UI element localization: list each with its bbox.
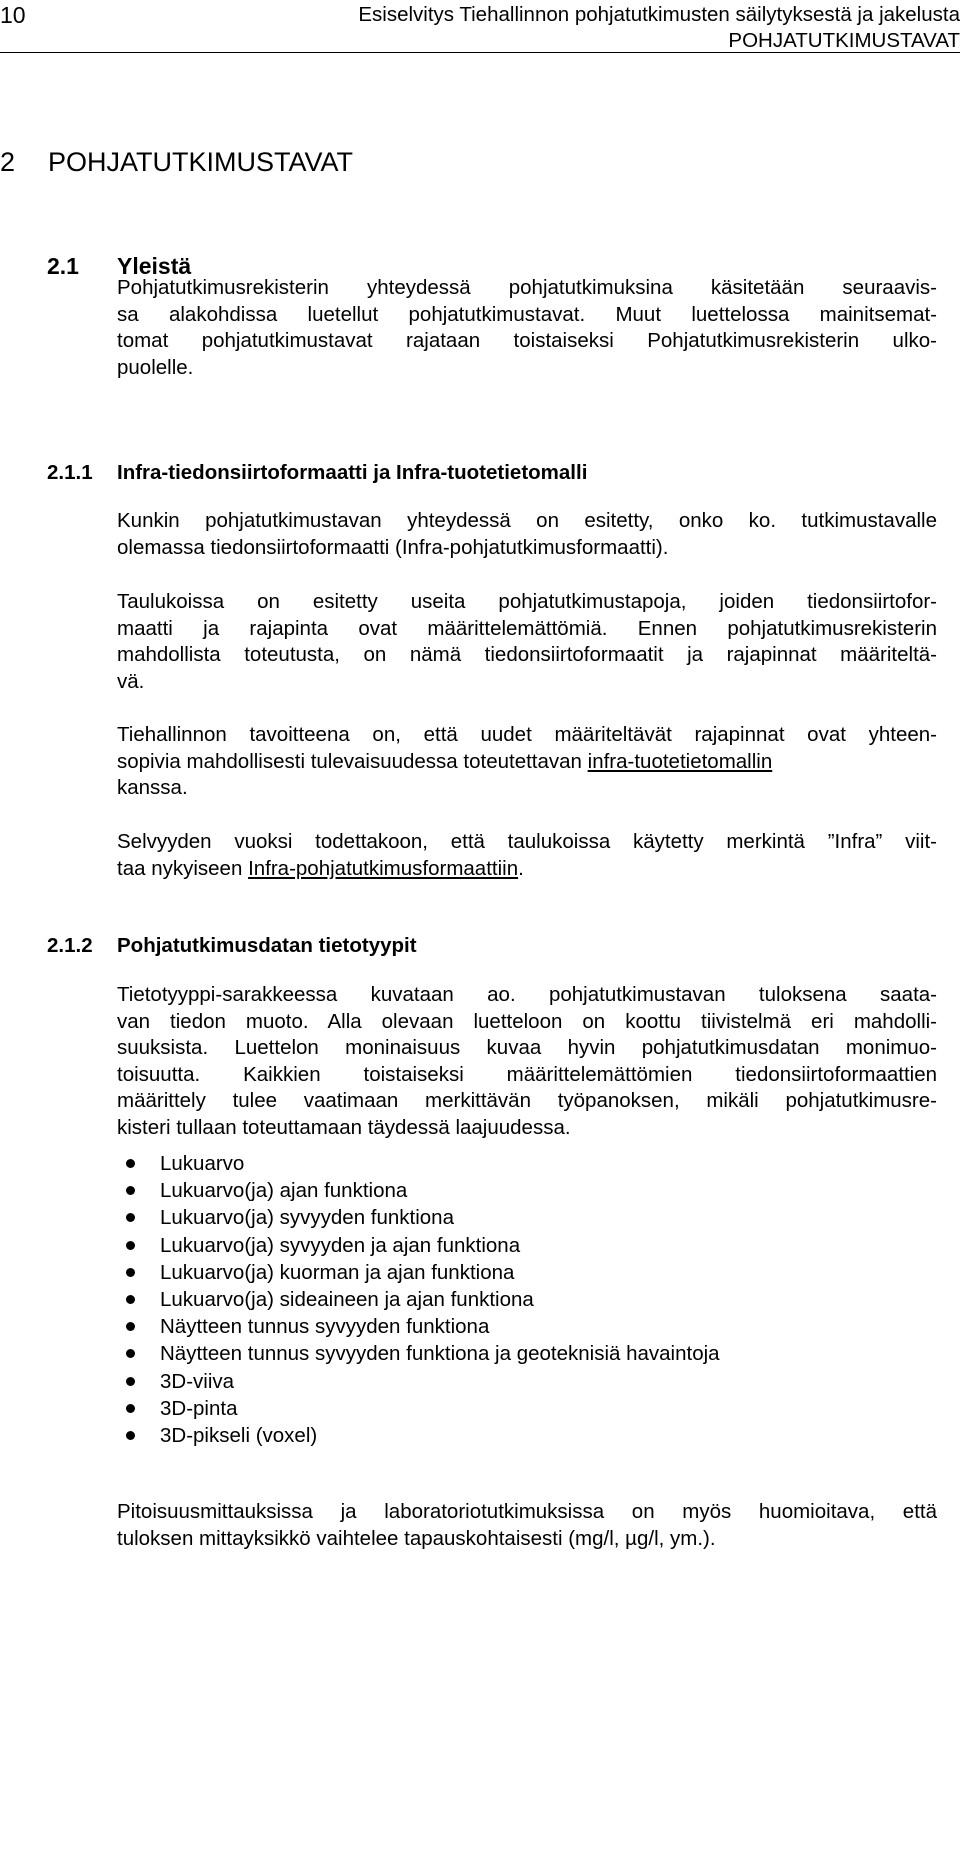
section-number: 2.1 <box>47 253 79 279</box>
paragraph-yleista <box>117 275 937 381</box>
text-line: vä. <box>117 669 145 693</box>
data-type-list <box>117 1150 937 1449</box>
bullet-icon <box>126 1322 135 1331</box>
list-item: Näytteen tunnus syvyyden funktiona ja geoteknisiä havaintoja <box>117 1340 937 1367</box>
list-item: Lukuarvo(ja) ajan funktiona <box>117 1177 937 1204</box>
text-line: olemassa tiedonsiirtoformaatti (Infra-pohjatutkimusformaatti). <box>117 535 669 559</box>
chapter-number: 2 <box>0 147 16 177</box>
paragraph-3 <box>117 722 937 802</box>
bullet-icon <box>126 1241 135 1250</box>
paragraph-2 <box>117 589 937 695</box>
page-header <box>0 0 960 53</box>
text-line <box>117 856 937 883</box>
bullet-icon <box>126 1268 135 1277</box>
running-title-line1: Esiselvitys Tiehallinnon pohjatutkimusten säilytyksestä ja jakelusta <box>358 3 960 26</box>
text-line: tomat pohjatutkimustavat rajataan toistaiseksi Pohjatutkimusrekisterin ulko- <box>117 329 937 352</box>
paragraph-closing <box>117 1499 937 1552</box>
section-title: Pohjatutkimusdatan tietotyypit <box>117 934 417 957</box>
running-title-line2: POHJATUTKIMUSTAVAT <box>728 29 960 52</box>
text-line: Tietotyyppi-sarakkeessa kuvataan ao. pohjatutkimustavan tuloksena saata- <box>117 983 937 1006</box>
text-segment: taa nykyiseen <box>117 856 249 880</box>
chapter-title: POHJATUTKIMUSTAVAT <box>48 147 354 177</box>
text-line: Pohjatutkimusrekisterin yhteydessä pohjatutkimuksina käsitetään seuraavis- <box>117 276 937 299</box>
text-line: Selvyyden vuoksi todettakoon, että taulukoissa käytetty merkintä ”Infra” viit- <box>117 830 937 853</box>
infra-tuotetietomalli-link[interactable]: infra-tuotetietomallin <box>587 749 773 773</box>
text-line: määrittely tulee vaatimaan merkittävän työpanoksen, mikäli pohjatutkimusre- <box>117 1089 937 1112</box>
paragraph-1 <box>117 508 937 561</box>
bullet-icon <box>126 1377 135 1386</box>
bullet-icon <box>126 1159 135 1168</box>
running-title <box>160 2 960 54</box>
text-line: tuloksen mittayksikkö vaihtelee tapauskohtaisesti (mg/l, µg/l, ym.). <box>117 1526 716 1550</box>
paragraph-tietotyypit <box>117 982 937 1141</box>
list-item: Lukuarvo(ja) kuorman ja ajan funktiona <box>117 1259 937 1286</box>
text-line: kanssa. <box>117 776 188 799</box>
bullet-icon <box>126 1295 135 1304</box>
text-line: maatti ja rajapinta ovat määrittelemättömiä. Ennen pohjatutkimusrekisterin <box>117 616 937 640</box>
bullet-icon <box>126 1404 135 1413</box>
paragraph-4 <box>117 829 937 882</box>
chapter-heading <box>0 147 353 178</box>
section-title: Infra-tiedonsiirtoformaatti ja Infra-tuotetietomalli <box>117 461 588 484</box>
list-item: Lukuarvo(ja) syvyyden funktiona <box>117 1204 937 1231</box>
bullet-icon <box>126 1349 135 1358</box>
text-line: Kunkin pohjatutkimustavan yhteydessä on esitetty, onko ko. tutkimustavalle <box>117 509 937 532</box>
section-heading-2-1-1 <box>47 461 587 485</box>
text-line: mahdollista toteutusta, on nämä tiedonsiirtoformaatit ja rajapinnat määriteltä- <box>117 643 937 666</box>
text-line: Taulukoissa on esitetty useita pohjatutkimustapoja, joiden tiedonsiirtofor- <box>117 590 937 613</box>
section-title: Yleistä <box>117 253 192 279</box>
text-line: toisuutta. Kaikkien toistaiseksi määrittelemättömien tiedonsiirtoformaattien <box>117 1062 937 1086</box>
list-item: Lukuarvo(ja) sideaineen ja ajan funktiona <box>117 1286 937 1313</box>
text-line: puolelle. <box>117 355 194 379</box>
text-line: sa alakohdissa luetellut pohjatutkimustavat. Muut luettelossa mainitsemat- <box>117 302 937 326</box>
text-segment: . <box>518 856 524 880</box>
section-number: 2.1.1 <box>47 461 93 484</box>
text-line: kisteri tullaan toteuttamaan täydessä laajuudessa. <box>117 1115 571 1139</box>
bullet-icon <box>126 1431 135 1440</box>
list-item: 3D-viiva <box>117 1368 937 1395</box>
text-segment: sopivia mahdollisesti tulevaisuudessa toteutettavan <box>117 749 588 773</box>
bullet-icon <box>126 1186 135 1195</box>
text-line <box>117 749 937 776</box>
section-heading-2-1-2 <box>47 934 417 958</box>
list-item: Lukuarvo(ja) syvyyden ja ajan funktiona <box>117 1232 937 1259</box>
list-item: Näytteen tunnus syvyyden funktiona <box>117 1313 937 1340</box>
section-number: 2.1.2 <box>47 934 93 957</box>
bullet-icon <box>126 1213 135 1222</box>
text-line: suuksista. Luettelon moninaisuus kuvaa hyvin pohjatutkimusdatan monimuo- <box>117 1036 937 1059</box>
text-line: van tiedon muoto. Alla olevaan luetteloon on koottu tiivistelmä eri mahdolli- <box>117 1009 937 1033</box>
infra-pohjatutkimusformaatti-link[interactable]: Infra-pohjatutkimusformaattiin <box>248 856 519 880</box>
text-line: Pitoisuusmittauksissa ja laboratoriotutkimuksissa on myös huomioitava, että <box>117 1500 937 1523</box>
list-item: Lukuarvo <box>117 1150 937 1177</box>
list-item: 3D-pikseli (voxel) <box>117 1422 937 1449</box>
list-item: 3D-pinta <box>117 1395 937 1422</box>
text-line: Tiehallinnon tavoitteena on, että uudet määriteltävät rajapinnat ovat yhteen- <box>117 723 937 746</box>
page-number: 10 <box>0 2 26 28</box>
